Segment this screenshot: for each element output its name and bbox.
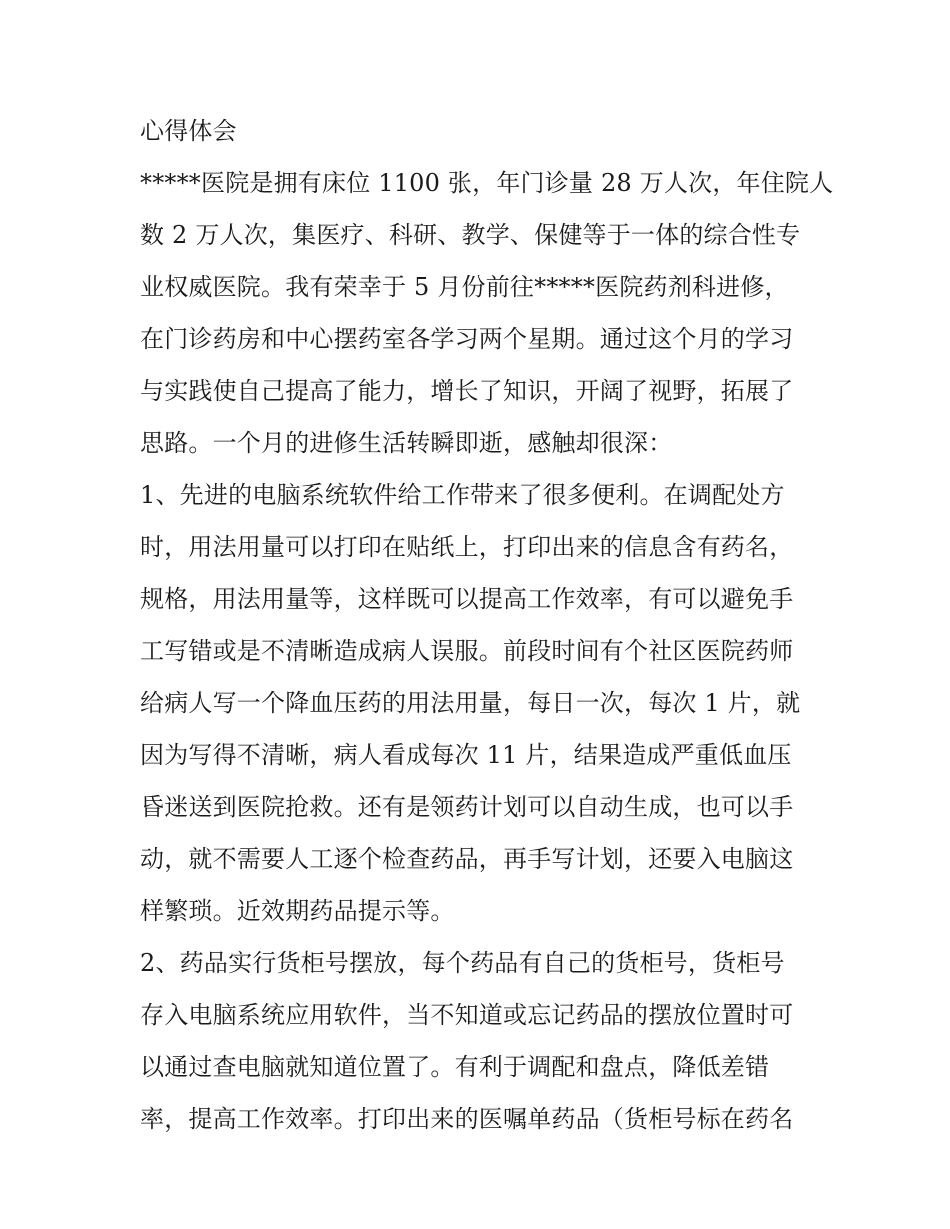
paragraph-line: 给病人写一个降血压药的用法用量，每日一次，每次 1 片，就 [140, 689, 801, 717]
paragraph-line: 规格，用法用量等，这样既可以提高工作效率，有可以避免手 [140, 585, 794, 613]
paragraph-line: *****医院是拥有床位 1100 张，年门诊量 28 万人次，年住院人 [140, 169, 834, 197]
paragraph-line: 工写错或是不清晰造成病人误服。前段时间有个社区医院药师 [140, 637, 794, 665]
paragraph-line: 昏迷送到医院抢救。还有是领药计划可以自动生成，也可以手 [140, 793, 794, 821]
paragraph-line: 在门诊药房和中心摆药室各学习两个星期。通过这个月的学习 [140, 325, 794, 353]
paragraph-line: 数 2 万人次，集医疗、科研、教学、保健等于一体的综合性专 [140, 221, 801, 249]
paragraph-line: 1、先进的电脑系统软件给工作带来了很多便利。在调配处方 [140, 481, 785, 509]
paragraph-line: 以通过查电脑就知道位置了。有利于调配和盘点，降低差错 [140, 1053, 770, 1081]
paragraph-line: 思路。一个月的进修生活转瞬即逝，感触却很深： [140, 429, 673, 457]
paragraph-line: 率，提高工作效率。打印出来的医嘱单药品（货柜号标在药名 [140, 1105, 794, 1133]
paragraph-line: 动，就不需要人工逐个检查药品，再手写计划，还要入电脑这 [140, 845, 794, 873]
paragraph-line: 与实践使自己提高了能力，增长了知识，开阔了视野，拓展了 [140, 377, 794, 405]
paragraph-line: 时，用法用量可以打印在贴纸上，打印出来的信息含有药名， [140, 533, 794, 561]
paragraph-line: 存入电脑系统应用软件，当不知道或忘记药品的摆放位置时可 [140, 1001, 794, 1029]
paragraph-line: 业权威医院。我有荣幸于 5 月份前往*****医院药剂科进修， [140, 273, 789, 301]
document-title: 心得体会 [140, 117, 237, 145]
paragraph-line: 2、药品实行货柜号摆放，每个药品有自己的货柜号，货柜号 [140, 949, 785, 977]
paragraph-line: 因为写得不清晰，病人看成每次 11 片，结果造成严重低血压 [140, 741, 792, 769]
paragraph-line: 样繁琐。近效期药品提示等。 [140, 897, 455, 925]
